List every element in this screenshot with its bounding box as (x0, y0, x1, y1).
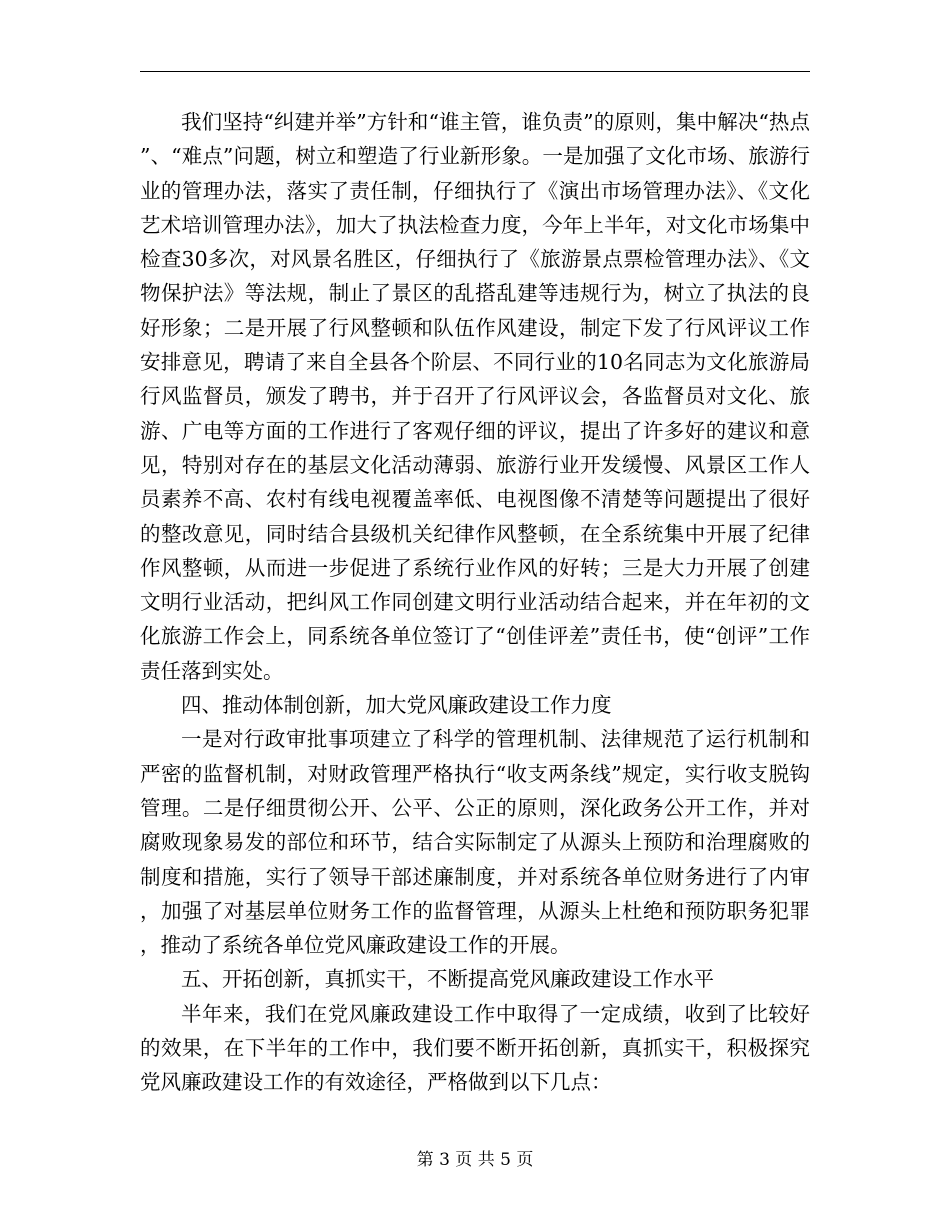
paragraph-correction-work: 我们坚持“纠建并举”方针和“谁主管，谁负责”的原则，集中解决“热点”、“难点”问题，树立和塑造了行业新形象。一是加强了文化市场、旅游行业的管理办法，落实了责任制，仔细执行了《演出市场管理办法》、《文化艺术培训管理办法》，加大了执法检查力度，今年上半年，对文化市场集中检查30多次，对风景名胜区，仔细执行了《旅游景点票检管理办法》、《文物保护法》等法规，制止了景区的乱搭乱建等违规行为，树立了执法的良好形象；二是开展了行风整顿和队伍作风建设，制定下发了行风评议工作安排意见，聘请了来自全县各个阶层、不同行业的10名同志为文化旅游局行风监督员，颁发了聘书，并于召开了行风评议会，各监督员对文化、旅游、广电等方面的工作进行了客观仔细的评议，提出了许多好的建议和意见，特别对存在的基层文化活动薄弱、旅游行业开发缓慢、风景区工作人员素养不高、农村有线电视覆盖率低、电视图像不清楚等问题提出了很好的整改意见，同时结合县级机关纪律作风整顿，在全系统集中开展了纪律作风整顿，从而进一步促进了系统行业作风的好转；三是大力开展了创建文明行业活动，把纠风工作同创建文明行业活动结合起来，并在年初的文化旅游工作会上，同系统各单位签订了“创佳评差”责任书，使“创评”工作责任落到实处。 (140, 110, 810, 683)
paragraph-system-innovation: 一是对行政审批事项建立了科学的管理机制、法律规范了运行机制和严密的监督机制，对财政管理严格执行“收支两条线”规定，实行收支脱钩管理。二是仔细贯彻公开、公平、公正的原则，深化政务公开工作，并对腐败现象易发的部位和环节，结合实际制定了从源头上预防和治理腐败的制度和措施，实行了领导干部述廉制度，并对系统各单位财务进行了内审，加强了对基层单位财务工作的监督管理，从源头上杜绝和预防职务犯罪，推动了系统各单位党风廉政建设工作的开展。 (140, 727, 810, 958)
header-rule (140, 71, 810, 72)
page-footer: 第 3 页 共 5 页 (416, 1150, 534, 1170)
section-heading-system-innovation: 四、推动体制创新，加大党风廉政建设工作力度 (181, 693, 612, 718)
document-body (140, 105, 810, 1100)
paragraph-half-year-summary: 半年来，我们在党风廉政建设工作中取得了一定成绩，收到了比较好的效果，在下半年的工作中，我们要不断开拓创新，真抓实干，积极探究党风廉政建设工作的有效途径，严格做到以下几点： (140, 1001, 810, 1095)
section-heading-pioneering-innovation: 五、开拓创新，真抓实干，不断提高党风廉政建设工作水平 (181, 967, 714, 992)
